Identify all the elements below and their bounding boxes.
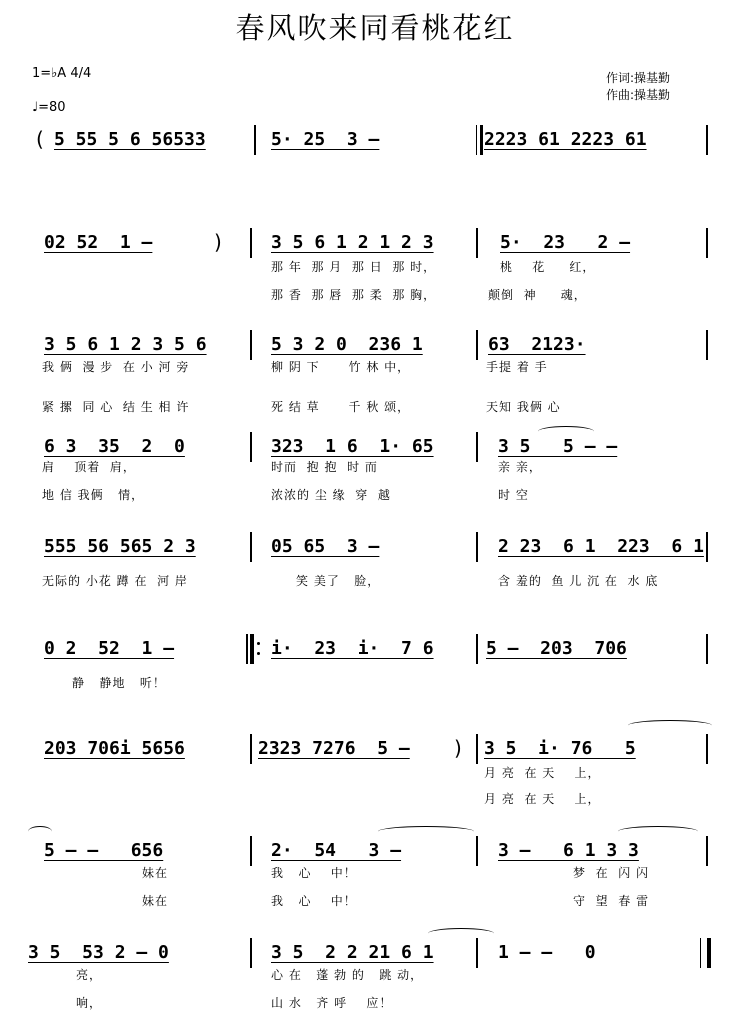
- measure: 2· 54 3 –: [271, 840, 402, 861]
- measure: 0 2 52 1 –: [44, 638, 175, 659]
- measure: 555 56 565 2 3: [44, 536, 196, 557]
- credits: [606, 70, 670, 104]
- lyric-line-1: 月 亮 在 天 上，: [484, 766, 601, 780]
- lyric-line-2: 我 心 中！: [271, 894, 357, 908]
- lyric-line-2: 守 望 春 雷: [573, 894, 650, 908]
- lyric-line-1: 妹在: [142, 866, 169, 880]
- key-signature: 1=♭A 4/4: [32, 66, 92, 81]
- lyric-line-1: 时而 抱 抱 时 而: [271, 460, 378, 474]
- measure: 2323 7276 5 –: [258, 738, 410, 759]
- measure: 1 – – 0: [498, 942, 596, 963]
- lyric-line-1: 无际的 小花 蹲 在 河 岸: [42, 574, 188, 588]
- measure: 05 65 3 –: [271, 536, 380, 557]
- measure: 5· 23 2 –: [500, 232, 631, 253]
- measure: 3 – 6 1 3 3: [498, 840, 639, 861]
- lyric-line-1: 笑 美了 脸，: [296, 574, 381, 588]
- lyric-line-1: 心 在 蓬 勃 的 跳 动，: [271, 968, 424, 982]
- lyric-line-2: 山 水 齐 呼 应！: [271, 996, 393, 1010]
- lyric-line-2: 时 空: [498, 488, 529, 502]
- measure: 3 5 6 1 2 3 5 6: [44, 334, 207, 355]
- lyric-line-1: 手提 着 手: [486, 360, 548, 374]
- lyric-line-2: 响，: [76, 996, 103, 1010]
- lyric-line-1: 桃 花 红，: [500, 260, 596, 274]
- measure: 3 5 6 1 2 1 2 3: [271, 232, 434, 253]
- lyric-line-1: 亮，: [76, 968, 103, 982]
- lyric-line-2: 地 信 我俩 情，: [42, 488, 145, 502]
- measure: 6 3 35 2 0: [44, 436, 185, 457]
- lyric-line-1: 我 心 中！: [271, 866, 357, 880]
- lyric-line-2: 颠倒 神 魂，: [488, 288, 587, 302]
- measure: 5 – 203 706: [486, 638, 627, 659]
- lyric-line-2: 月 亮 在 天 上，: [484, 792, 601, 806]
- measure: i· 23 i· 7 6: [271, 638, 434, 659]
- measure: 3 5 2 2 21 6 1: [271, 942, 434, 963]
- lyric-line-1: 梦 在 闪 闪: [573, 866, 650, 880]
- measure: 2223 61 2223 61: [484, 129, 647, 150]
- lyric-line-2: 天知 我俩 心: [486, 400, 561, 414]
- measure: 203 706i 5656: [44, 738, 185, 759]
- lyric-line-2: 浓浓的 尘 缘 穿 越: [271, 488, 391, 502]
- lyricist: 作词:操基勤: [606, 71, 671, 85]
- measure: 02 52 1 –: [44, 232, 153, 253]
- measure: 5 – – 656: [44, 840, 164, 861]
- lyric-line-2: 那 香 那 唇 那 柔 那 胸，: [271, 288, 437, 302]
- lyric-line-1: 我 俩 漫 步 在 小 河 旁: [42, 360, 190, 374]
- lyric-line-1: 那 年 那 月 那 日 那 时，: [271, 260, 437, 274]
- composer: 作曲:操基勤: [606, 88, 671, 102]
- lyric-line-2: 紧 摞 同 心 结 生 相 许: [42, 400, 190, 414]
- measure: 3 5 5 – –: [498, 436, 618, 457]
- page-title: 春风吹来同看桃花红: [235, 11, 515, 45]
- measure: 2 23 6 1 223 6 1: [498, 536, 704, 557]
- lyric-line-2: 妹在: [142, 894, 169, 908]
- lyric-line-1: 静 静地 听！: [72, 676, 166, 690]
- lyric-line-1: 亲 亲，: [498, 460, 542, 474]
- measure: 5 55 5 6 56533: [54, 129, 206, 150]
- measure: 63 2123·: [488, 334, 586, 355]
- lyric-line-1: 柳 阴 下 竹 林 中，: [271, 360, 411, 374]
- measure: 323 1 6 1· 65: [271, 436, 434, 457]
- measure: 5· 25 3 –: [271, 129, 380, 150]
- lyric-line-2: 死 结 草 千 秋 颂，: [271, 400, 411, 414]
- lyric-line-1: 含 羞的 鱼 儿 沉 在 水 底: [498, 574, 659, 588]
- tempo-marking: ♩=80: [32, 100, 66, 115]
- measure: 3 5 53 2 – 0: [28, 942, 169, 963]
- lyric-line-1: 肩 顶着 肩，: [42, 460, 136, 474]
- measure: 5 3 2 0 236 1: [271, 334, 423, 355]
- measure: 3 5 i· 76 5: [484, 738, 636, 759]
